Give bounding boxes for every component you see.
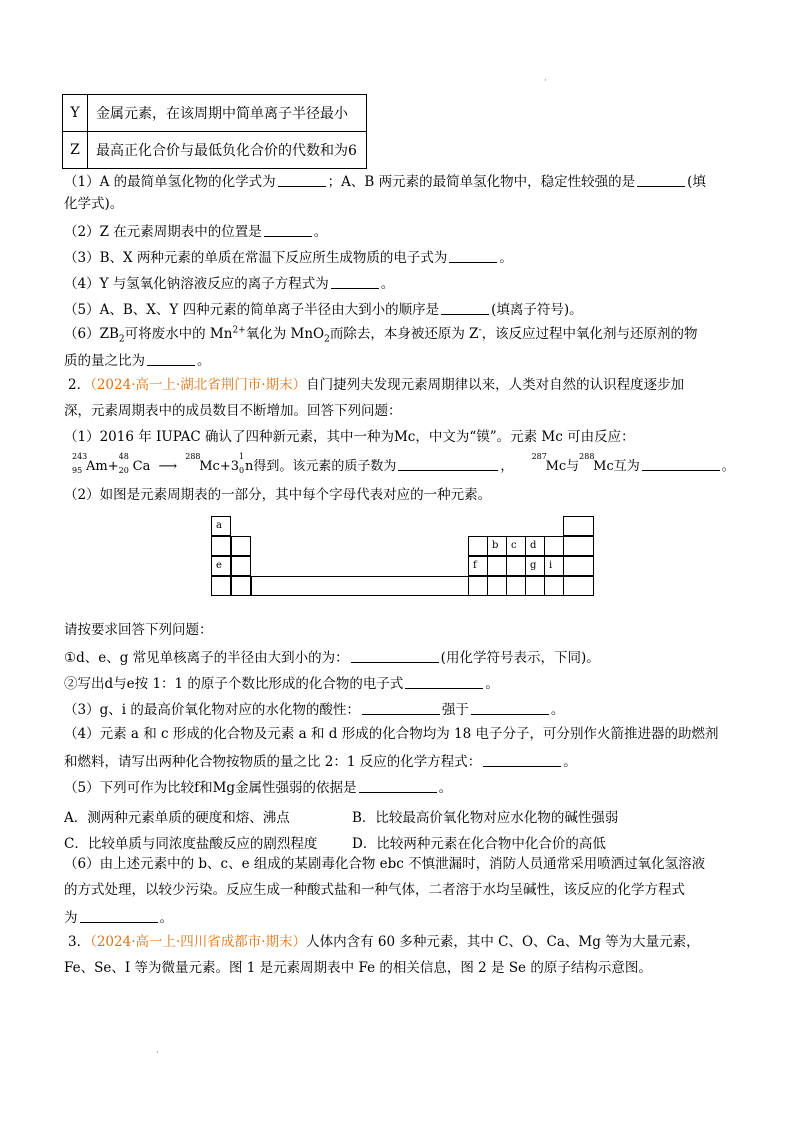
q3-source: （2024·高一上·四川省成都市·期末）: [90, 934, 307, 950]
table-cell: [506, 576, 526, 596]
answer-blank[interactable]: [331, 276, 379, 289]
answer-blank[interactable]: [351, 650, 439, 663]
answer-blank[interactable]: [398, 458, 498, 471]
table-cell: [506, 556, 526, 576]
q2-sub1: ①d、e、g 常见单核离子的半径由大到小的为： (用化学符号表示，下同)。: [64, 650, 600, 666]
answer-blank[interactable]: [637, 174, 685, 187]
footer-dot: ·: [156, 1048, 159, 1058]
answer-blank[interactable]: [471, 702, 549, 715]
table-cell: [231, 536, 251, 556]
answer-blank[interactable]: [441, 302, 489, 315]
q1-line-8: 质的量之比为 。: [64, 353, 211, 369]
table-cell: [544, 536, 564, 556]
row-text: 最高正化合价与最低负化合价的代数和为6: [88, 132, 367, 169]
table-cell: [525, 576, 545, 596]
q1-line-5: （4）Y 与氢氧化钠溶液反应的离子方程式为 。: [64, 276, 395, 292]
cell-d: d: [525, 536, 545, 556]
answer-blank[interactable]: [359, 780, 437, 793]
q1-line-1: （1）A 的最简单氢化物的化学式为 ；A、B 两元素的最简单氢化物中，稳定性较强的是 (填: [64, 174, 706, 190]
q2-sub5: （5）下列可作为比较f和Mg金属性强弱的依据是 。: [64, 780, 453, 796]
answer-blank[interactable]: [483, 754, 561, 767]
answer-blank[interactable]: [405, 676, 483, 689]
cell-c: c: [506, 536, 526, 556]
table-cell: [231, 576, 251, 596]
table-cell: [231, 556, 251, 576]
nuclear-equation: 243 95 Am+ 48 20 Ca ⟶ 288 Mc+3 1 0 n得到。该元素的质子数为 ， 287 Mc与 288 Mc互为 。: [72, 452, 735, 475]
table-cell: [487, 556, 507, 576]
q1-line-7: $(6)ZB_2$可将废水中的 $Mn^{2+}$氧化为 MnO$_2$而除去，本身被还原为 Z-，该反应过程中氧化剂与还原剂的物: [64, 325, 698, 345]
table-cell: [563, 516, 594, 536]
cell-i: i: [544, 556, 564, 576]
q2-header: 2．（2024·高一上·湖北省荆门市·期末）自门捷列夫发现元素周期律以来，人类对自然的认识程度逐步加: [68, 377, 685, 393]
option-d[interactable]: D．比较两种元素在化合物中化合价的高低: [352, 836, 606, 852]
q2-part1: （1）2016 年 IUPAC 确认了四种新元素，其中一种为Mc，中文为“镆”。元素 Mc 可由反应：: [64, 429, 635, 445]
table-cell: [211, 576, 231, 596]
row-text: 金属元素，在该周期中简单离子半径最小: [88, 95, 367, 132]
q3-intro-2: Fe、Se、I 等为微量元素。图 1 是元素周期表中 Fe 的相关信息，图 2 是 Se 的原子结构示意图。: [64, 960, 652, 976]
table-row: [63, 132, 367, 169]
q1-line-6: （5）A、B、X、Y 四种元素的简单离子半径由大到小的顺序是 (填离子符号)。: [64, 302, 583, 318]
q2-part2: （2）如图是元素周期表的一部分，其中每个字母代表对应的一种元素。: [64, 487, 492, 503]
element-rules-table: [62, 94, 367, 169]
row-key: Y: [63, 95, 88, 132]
table-cell: [544, 576, 564, 596]
table-cell: [468, 576, 488, 596]
q1-line-4: （3）B、X 两种元素的单质在常温下反应所生成物质的电子式为 。: [64, 250, 513, 266]
q2-sub6-line3: 为 。: [64, 910, 173, 926]
table-cell: [563, 536, 594, 556]
q3-header: 3．（2024·高一上·四川省成都市·期末）人体内含有 60 多种元素，其中 C、O、Ca、Mg 等为大量元素，: [68, 934, 700, 950]
answer-blank[interactable]: [264, 224, 312, 237]
answer-blank[interactable]: [449, 250, 497, 263]
option-b[interactable]: B．比较最高价氧化物对应水化物的碱性强弱: [352, 810, 619, 826]
header-dot: ·: [544, 76, 547, 86]
option-a[interactable]: A．测两种元素单质的硬度和熔、沸点: [64, 810, 290, 826]
table-cell: [211, 536, 231, 556]
q2-sub4-line2: 和燃料，请写出两种化合物按物质的量之比 2：1 反应的化学方程式： 。: [64, 754, 577, 770]
answer-blank[interactable]: [278, 174, 326, 187]
q2-sub3: （3）g、i 的最高价氧化物对应的水化物的酸性： 强于 。: [64, 702, 565, 718]
table-cell: [563, 576, 594, 596]
answer-blank[interactable]: [362, 702, 440, 715]
cell-f: f: [468, 556, 488, 576]
q2-sub6-line1: （6）由上述元素中的 b、c、e 组成的某剧毒化合物 ebc 不慎泄漏时，消防人员通常采用喷洒过氧化氢溶液: [64, 856, 706, 872]
answer-blank[interactable]: [80, 910, 158, 923]
answer-blank[interactable]: [642, 458, 720, 471]
table-cell: [487, 576, 507, 596]
table-cell: [468, 536, 488, 556]
table-row: [63, 95, 367, 132]
q2-ask: 请按要求回答下列问题：: [64, 622, 213, 638]
q2-intro-2: 深，元素周期表中的成员数目不断增加。回答下列问题：: [64, 403, 402, 419]
q2-sub4-line1: （4）元素 a 和 c 形成的化合物及元素 a 和 d 形成的化合物均为 18 电子分子，可分别作火箭推进器的助燃剂: [64, 726, 719, 742]
transition-block: [251, 576, 469, 596]
q2-sub6-line2: 的方式处理，以较少污染。反应生成一种酸式盐和一种气体，二者溶于水均呈碱性，该反应的化学方程式: [64, 882, 685, 898]
cell-g: g: [525, 556, 545, 576]
q2-sub2: ②写出d与e按 1：1 的原子个数比形成的化合物的电子式 。: [64, 676, 499, 692]
answer-blank[interactable]: [147, 353, 195, 366]
q1-line-2: 化学式)。: [64, 196, 124, 212]
q2-source: （2024·高一上·湖北省荆门市·期末）: [90, 377, 307, 393]
table-cell: [563, 556, 594, 576]
reaction-arrow: ⟶: [158, 459, 178, 474]
cell-e: e: [211, 556, 231, 576]
cell-a: a: [211, 516, 231, 536]
q1-line-3: （2）Z 在元素周期表中的位置是 。: [64, 224, 328, 240]
option-c[interactable]: C．比较单质与同浓度盐酸反应的剧烈程度: [64, 836, 318, 852]
row-key: Z: [63, 132, 88, 169]
cell-b: b: [487, 536, 507, 556]
